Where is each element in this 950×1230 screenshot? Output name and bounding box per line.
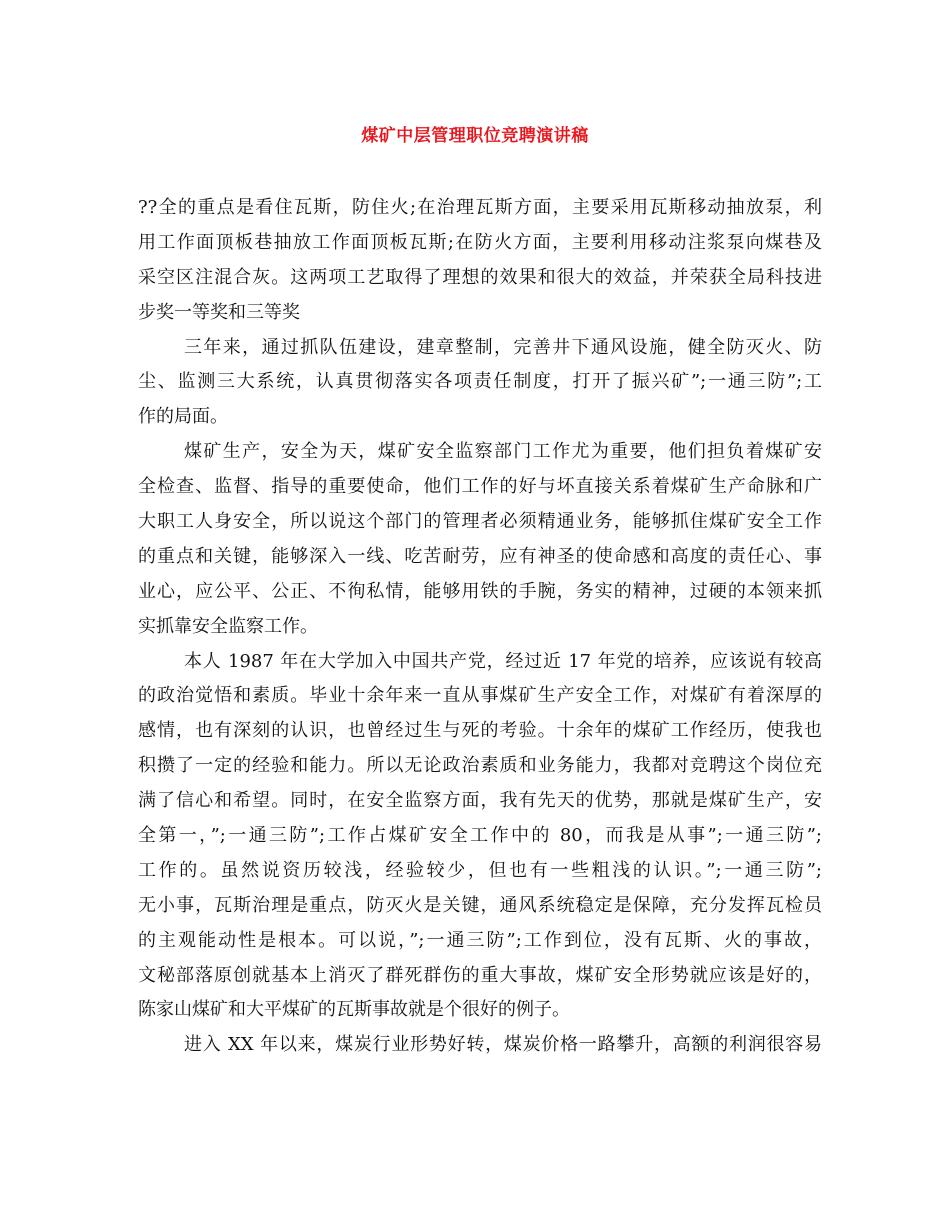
text-line: 无小事，瓦斯治理是重点，防灭火是关键，通风系统稳定是保障，充分发挥瓦检员 [138, 894, 822, 916]
text-line: 煤矿生产，安全为天，煤矿安全监察部门工作尤为重要，他们担负着煤矿安 [184, 441, 822, 463]
text-line: 实抓靠安全监察工作。 [138, 615, 318, 637]
paragraph [138, 331, 822, 436]
document-body [138, 191, 822, 1063]
text-line: 积攒了一定的经验和能力。所以无论政治素质和业务能力，我都对竞聘这个岗位充 [138, 755, 822, 777]
document-title: 煤矿中层管理职位竞聘演讲稿 [361, 126, 589, 146]
text-line: 文秘部落原创就基本上消灭了群死群伤的重大事故，煤矿安全形势就应该是好的， [138, 964, 822, 986]
text-line: 用工作面顶板巷抽放工作面顶板瓦斯;在防火方面，主要利用移动注浆泵向煤巷及 [138, 231, 822, 253]
text-line: 尘、监测三大系统，认真贯彻落实各项责任制度，打开了振兴矿”;一通三防”;工 [138, 371, 822, 393]
text-line: 陈家山煤矿和大平煤矿的瓦斯事故就是个很好的例子。 [138, 999, 570, 1021]
text-line: 全第一，”;一通三防”;工作占煤矿安全工作中的 80，而我是从事”;一通三防”; [138, 825, 822, 847]
paragraph [138, 1028, 822, 1063]
text-line: 感情，也有深刻的认识，也曾经过生与死的考验。十余年的煤矿工作经历，使我也 [138, 720, 822, 742]
text-line: 步奖一等奖和三等奖 [138, 301, 300, 323]
text-line: 本人 1987 年在大学加入中国共产党，经过近 17 年党的培养，应该说有较高 [184, 650, 822, 672]
paragraph [138, 645, 822, 1029]
text-line: 的政治觉悟和素质。毕业十余年来一直从事煤矿生产安全工作，对煤矿有着深厚的 [138, 685, 822, 707]
text-line: 作的局面。 [138, 406, 228, 428]
text-line: 的重点和关键，能够深入一线、吃苦耐劳，应有神圣的使命感和高度的责任心、事 [138, 545, 822, 567]
text-line: 工作的。虽然说资历较浅，经验较少，但也有一些粗浅的认识。”;一通三防”; [138, 859, 822, 881]
text-line: 采空区注混合灰。这两项工艺取得了理想的效果和很大的效益，并荣获全局科技进 [138, 266, 822, 288]
text-line: 三年来，通过抓队伍建设，建章整制，完善井下通风设施，健全防灭火、防 [184, 336, 822, 358]
text-line: 业心，应公平、公正、不徇私情，能够用铁的手腕，务实的精神，过硬的本领来抓 [138, 580, 822, 602]
paragraph [138, 191, 822, 331]
text-line: 进入 XX 年以来，煤炭行业形势好转，煤炭价格一路攀升，高额的利润很容易 [184, 1034, 822, 1056]
text-line: ??全的重点是看住瓦斯，防住火;在治理瓦斯方面，主要采用瓦斯移动抽放泵，利 [138, 197, 822, 218]
text-line: 大职工人身安全，所以说这个部门的管理者必须精通业务，能够抓住煤矿安全工作 [138, 511, 822, 533]
text-line: 全检查、监督、指导的重要使命，他们工作的好与坏直接关系着煤矿生产命脉和广 [138, 476, 822, 498]
text-line: 满了信心和希望。同时，在安全监察方面，我有先天的优势，那就是煤矿生产，安 [138, 790, 822, 812]
paragraph [138, 435, 822, 644]
text-line: 的主观能动性是根本。可以说，”;一通三防”;工作到位，没有瓦斯、火的事故， [138, 929, 822, 951]
